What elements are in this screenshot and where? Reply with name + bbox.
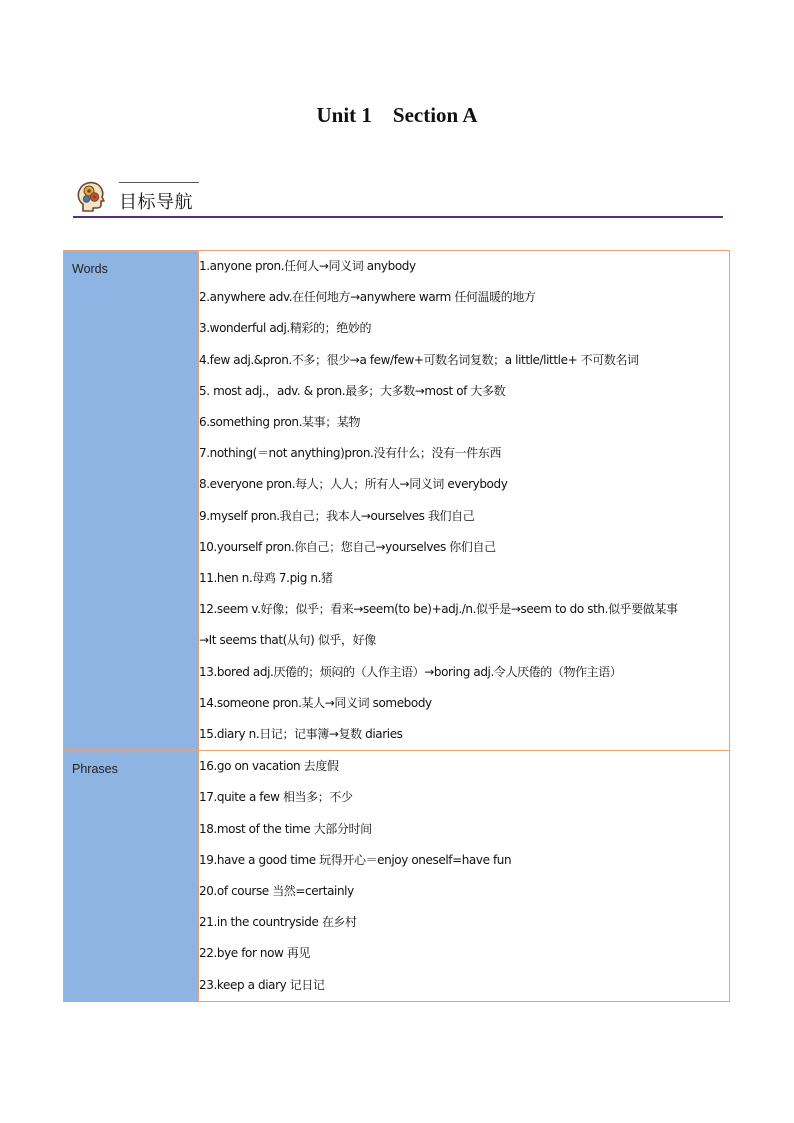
category-label: Words: [72, 262, 108, 276]
entries-cell: [199, 751, 730, 1002]
section-row-words: [64, 251, 730, 751]
vocab-entry: 2.anywhere adv.在任何地方→anywhere warm 任何温暖的地方: [199, 290, 536, 305]
nav-divider: [73, 216, 723, 218]
vocab-entry: 1.anyone pron.任何人→同义词 anybody: [199, 259, 416, 273]
vocab-entry: 11.hen n.母鸡 7.pig n.猪: [199, 571, 333, 586]
vocab-entry: 7.nothing(＝not anything)pron.没有什么；没有一件东西: [199, 446, 502, 461]
vocab-entry: 16.go on vacation 去度假: [199, 759, 339, 774]
vocab-entry: →It seems that(从句) 似乎，好像: [199, 633, 376, 648]
vocab-entry: 20.of course 当然=certainly: [199, 884, 354, 899]
vocab-entry: 17.quite a few 相当多；不少: [199, 790, 353, 805]
entries-cell: [199, 251, 730, 751]
vocab-entry: 22.bye for now 再见: [199, 946, 311, 961]
vocab-entry: 19.have a good time 玩得开心＝enjoy oneself=have fun: [199, 852, 512, 867]
vocab-entry: 18.most of the time 大部分时间: [199, 821, 372, 836]
vocab-entry: 12.seem v.好像；似乎；看来→seem(to be)+adj./n.似乎是→seem to do sth.似乎要做某事: [199, 602, 678, 617]
category-label: Phrases: [72, 762, 118, 777]
nav-label: 目标导航: [119, 192, 193, 213]
category-cell: [64, 751, 199, 1002]
vocab-entry: 4.few adj.&pron.不多；很少→a few/few+可数名词复数；a little/little+ 不可数名词: [199, 352, 639, 367]
vocab-entry: 15.diary n.日记；记事簿→复数 diaries: [199, 727, 403, 742]
vocab-entry: 6.something pron.某事；某物: [199, 415, 361, 430]
vocab-entry: 5. most adj.，adv. & pron.最多；大多数→most of 大多数: [199, 383, 506, 398]
nav-top-line: [119, 182, 199, 183]
vocab-entry: 13.bored adj.厌倦的；烦闷的（人作主语）→boring adj.令人厌倦的（物作主语）: [199, 664, 622, 679]
vocab-entry: 21.in the countryside 在乡村: [199, 915, 357, 930]
nav-header: [73, 178, 723, 218]
vocab-entry: 23.keep a diary 记日记: [199, 977, 325, 992]
vocab-entry: 3.wonderful adj.精彩的；绝妙的: [199, 321, 372, 336]
vocabulary-table: [63, 250, 730, 1002]
page-title: Unit 1 Section A: [316, 103, 478, 127]
vocab-entry: 8.everyone pron.每人；人人；所有人→同义词 everybody: [199, 477, 508, 492]
vocab-entry: 10.yourself pron.你自己；您自己→yourselves 你们自己: [199, 539, 496, 554]
section-row-phrases: [64, 751, 730, 1002]
category-cell: [64, 251, 199, 751]
vocab-entry: 14.someone pron.某人→同义词 somebody: [199, 695, 432, 710]
vocab-entry: 9.myself pron.我自己；我本人→ourselves 我们自己: [199, 508, 475, 523]
head-gears-icon: [73, 178, 109, 214]
